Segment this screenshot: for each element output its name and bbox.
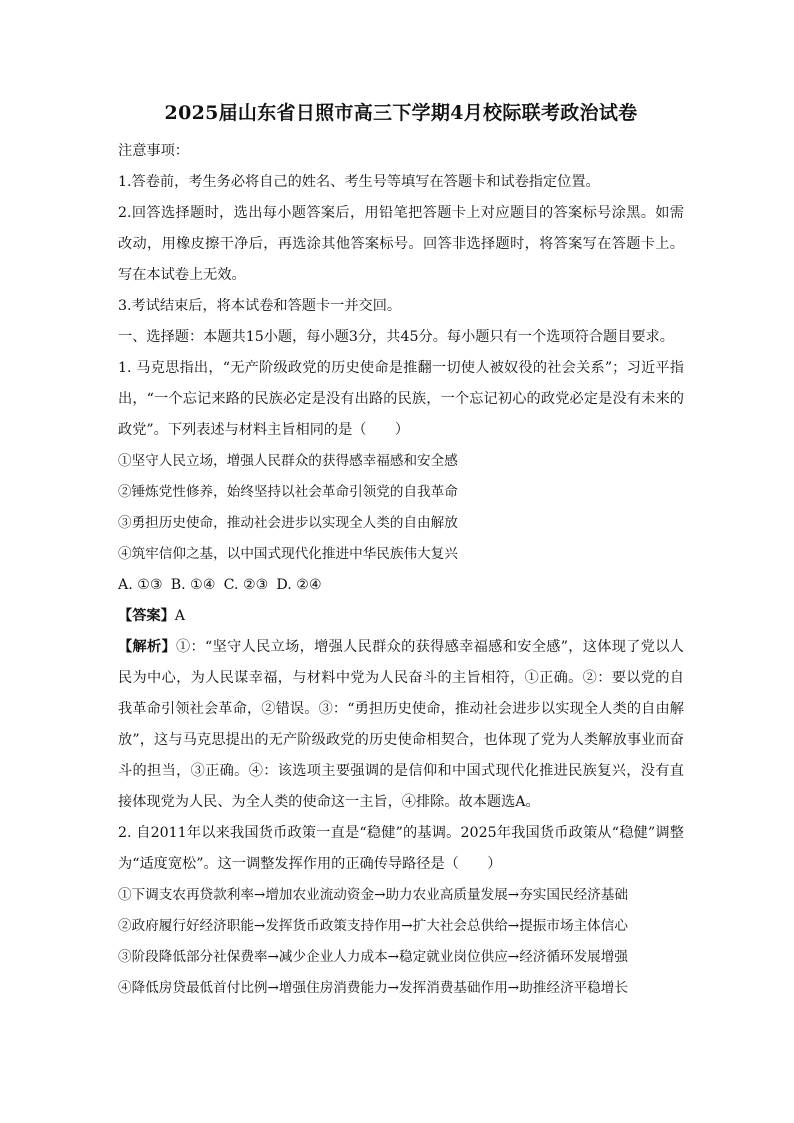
notice-item-3: 3.考试结束后，将本试卷和答题卡一并交回。 <box>118 298 402 314</box>
exam-title: 2025届山东省日照市高三下学期4月校际联考政治试卷 <box>164 102 638 124</box>
analysis-label: 【解析】 <box>118 639 177 655</box>
question-1-option-3: ③勇担历史使命，推动社会进步以实现全人类的自由解放 <box>118 515 458 531</box>
answer-label: 【答案】 <box>118 608 175 624</box>
question-1-option-2: ②锤炼党性修养，始终坚持以社会革命引领党的自我革命 <box>118 484 458 500</box>
answer-value: A <box>174 608 186 624</box>
question-2-option-3: ③阶段降低部分社保费率→减少企业人力成本→稳定就业岗位供应→经济循环发展增强 <box>118 949 628 965</box>
question-1-choices <box>118 570 684 601</box>
choice-c: C. ②③ <box>223 577 269 593</box>
question-1-answer <box>118 601 684 632</box>
exam-page <box>118 100 684 1004</box>
question-1-analysis <box>118 632 684 818</box>
question-2-stem: 2. 自2011年以来我国货币政策一直是“稳健”的基调。2025年我国货币政策从“稳健”调整为“适度宽松”。这一调整发挥作用的正确传导路径是（ ） <box>118 825 684 872</box>
question-2-option-4: ④降低房贷最低首付比例→增强住房消费能力→发挥消费基础作用→助推经济平稳增长 <box>118 980 628 996</box>
notice-heading: 注意事项： <box>118 143 189 159</box>
question-2-option-1: ①下调支农再贷款利率→增加农业流动资金→助力农业高质量发展→夯实国民经济基础 <box>118 887 628 903</box>
notice-item-2: 2.回答选择题时，选出每小题答案后，用铅笔把答题卡上对应题目的答案标号涂黑。如需改动，用橡皮擦干净后，再选涂其他答案标号。回答非选择题时，将答案写在答题卡上。写在本试卷上无效。 <box>118 205 684 283</box>
question-2-option-2: ②政府履行好经济职能→发挥货币政策支持作用→扩大社会总供给→提振市场主体信心 <box>118 918 628 934</box>
question-1-option-4: ④筑牢信仰之基，以中国式现代化推进中华民族伟大复兴 <box>118 546 458 562</box>
question-1-option-1: ①坚守人民立场，增强人民群众的获得感幸福感和安全感 <box>118 453 458 469</box>
section-heading: 一、选择题：本题共15小题，每小题3分，共45分。每小题只有一个选项符合题目要求。 <box>118 329 674 345</box>
question-1-stem: 1. 马克思指出，“无产阶级政党的历史使命是推翻一切使人被奴役的社会关系”；习近平指出，“一个忘记来路的民族必定是没有出路的民族，一个忘记初心的政党必定是没有未来的政党”。下列表述与材料主旨相同的是（ ） <box>118 360 684 438</box>
choice-d: D. ②④ <box>276 577 322 593</box>
choice-a: A. ①③ <box>118 577 163 593</box>
analysis-text: ①：“坚守人民立场，增强人民群众的获得感幸福感和安全感”，这体现了党以人民为中心，为人民谋幸福，与材料中党为人民奋斗的主旨相符，①正确。②：要以党的自我革命引领社会革命，②错误。③：“勇担历史使命，推动社会进步以实现全人类的自由解放”，这与马克思提出的无产阶级政党的历史使命相契合，也体现了党为人类解放事业而奋斗的担当，③正确。④：该选项主要强调的是信仰和中国式现代化推进民族复兴，没有直接体现党为人民、为全人类的使命这一主旨，④排除。故本题选A。 <box>118 639 684 810</box>
notice-item-1: 1.答卷前，考生务必将自己的姓名、考生号等填写在答题卡和试卷指定位置。 <box>118 174 600 190</box>
choice-b: B. ①④ <box>170 577 216 593</box>
